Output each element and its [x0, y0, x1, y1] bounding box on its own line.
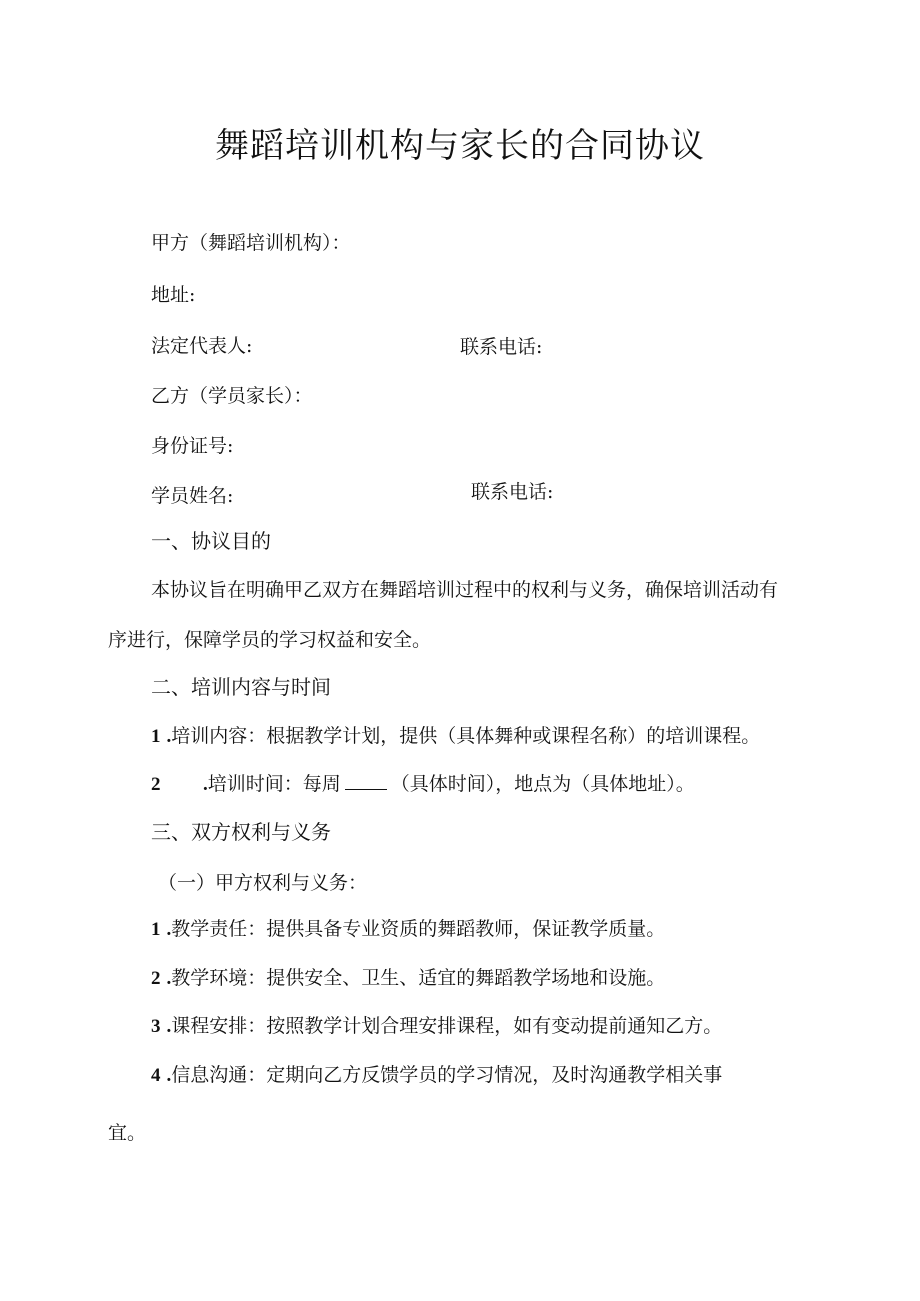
section1-para-line2: 序进行，保障学员的学习权益和安全。 [108, 629, 432, 651]
item-text: 课程安排：按照教学计划合理安排课程，如有变动提前通知乙方。 [171, 1015, 723, 1037]
party-b-phone: 联系电话: [471, 481, 554, 503]
section2-item1: 1 .培训内容：根据教学计划，提供（具体舞种或课程名称）的培训课程。 [151, 722, 760, 751]
section3-item3: 3 .课程安排：按照教学计划合理安排课程，如有变动提前通知乙方。 [151, 1012, 722, 1041]
party-b-student-name: 学员姓名: [151, 485, 234, 507]
section1-para-line1: 本协议旨在明确甲乙双方在舞蹈培训过程中的权利与义务，确保培训活动有 [151, 579, 779, 601]
item-number: 1 [151, 726, 161, 747]
item-text: 教学责任：提供具备专业资质的舞蹈教师，保证教学质量。 [171, 918, 666, 940]
party-a-phone: 联系电话: [460, 336, 543, 358]
section1-heading: 一、协议目的 [151, 529, 271, 553]
section3-subheading: （一）甲方权利与义务： [158, 872, 368, 894]
section3-heading: 三、双方权利与义务 [151, 820, 331, 844]
party-a-legal-rep: 法定代表人: [151, 335, 253, 357]
section2-item2: 2 .培训时间：每周 （具体时间），地点为（具体地址）。 [151, 770, 695, 799]
blank-underline [345, 771, 387, 790]
party-b-id-number: 身份证号: [151, 435, 234, 457]
party-b-label: 乙方（学员家长）： [151, 385, 313, 407]
party-a-address: 地址: [151, 284, 196, 306]
item-number: 2 [151, 968, 161, 989]
item-number: 4 [151, 1065, 161, 1086]
item-text: 信息沟通：定期向乙方反馈学员的学习情况，及时沟通教学相关事 [171, 1064, 723, 1086]
item-text-part1: 培训时间：每周 [207, 773, 341, 795]
item-text: 教学环境：提供安全、卫生、适宜的舞蹈教学场地和设施。 [171, 967, 666, 989]
party-a-label: 甲方（舞蹈培训机构）： [151, 232, 351, 254]
item-number: 2 [151, 774, 161, 795]
section3-item4: 4 .信息沟通：定期向乙方反馈学员的学习情况，及时沟通教学相关事 [151, 1061, 722, 1090]
item-number: 1 [151, 919, 161, 940]
section3-item1: 1 .教学责任：提供具备专业资质的舞蹈教师，保证教学质量。 [151, 915, 665, 944]
section3-item4-continuation: 宜。 [108, 1122, 147, 1144]
document-title: 舞蹈培训机构与家长的合同协议 [215, 126, 705, 166]
section2-heading: 二、培训内容与时间 [151, 675, 331, 699]
item-text: 培训内容：根据教学计划，提供（具体舞种或课程名称）的培训课程。 [171, 725, 761, 747]
section3-item2: 2 .教学环境：提供安全、卫生、适宜的舞蹈教学场地和设施。 [151, 964, 665, 993]
item-number: 3 [151, 1016, 161, 1037]
item-text-part2: （具体时间），地点为（具体地址）。 [390, 773, 695, 795]
